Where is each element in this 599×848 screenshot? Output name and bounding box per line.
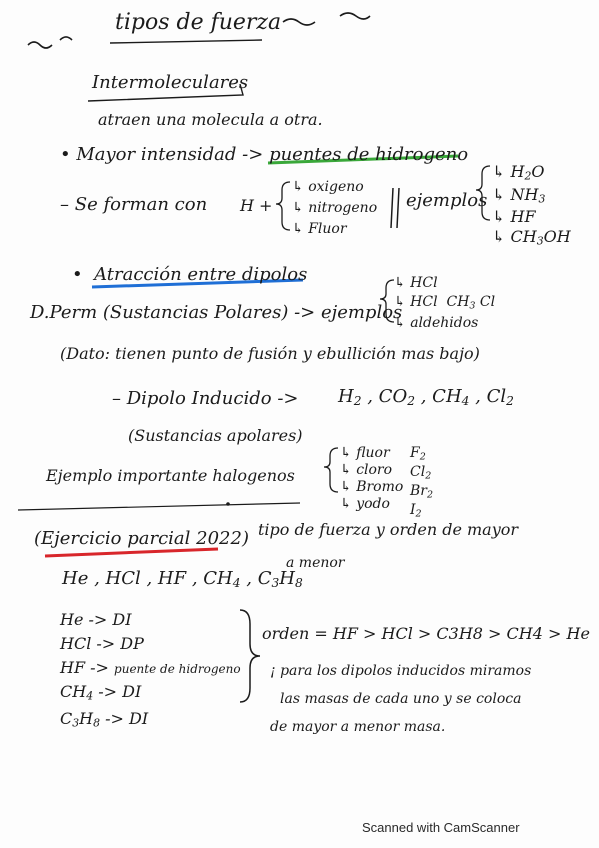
halogen-name: ↳ cloro [340,462,393,478]
example-item: ↳ $CH_3OH$ [492,227,571,248]
atom-item: ↳ nitrogeno [292,200,378,216]
answer-row: HCl -> DP [60,634,144,653]
formation-text: Se forman con [74,194,208,215]
atoms-list [292,180,377,236]
halogen-name: ↳ yodo [340,496,390,512]
atom-item: ↳ oxigeno [292,179,364,195]
bullet-1 [60,146,468,164]
answers-brace [240,610,260,702]
bullet-1-highlight: puentes de hidrogeno [269,144,469,165]
answers-list [60,612,241,729]
answer-row: $CH_4$ -> DI [60,682,142,703]
example-item: ↳ HF [492,207,536,227]
examples-label: ejemplos [406,190,488,211]
exercise-instruction-2: a menor [286,555,345,571]
exercise-title: (Ejercicio parcial 2022) [34,528,249,549]
dperm-examples [394,276,495,330]
exercise-compounds: He , HCl , HF , $CH_4$ , $C_3H_8$ [62,568,303,591]
halogen-name: ↳ Bromo [340,479,404,495]
example-item: ↳ $NH_3$ [492,184,546,206]
induced-formulas: $H_2$ , $CO_2$ , $CH_4$ , $Cl_2$ [338,386,514,409]
answer-row: He -> DI [60,610,132,629]
camscanner-footer: Scanned with CamScanner [362,820,520,835]
page-separator [18,503,300,510]
bullet-2: • Atracción entre dipolos [72,264,308,285]
halogens-label: Ejemplo importante halogenos [46,466,295,485]
answer-row: HF -> puente de hidrogeno [60,658,241,677]
halogen-formula: $Cl_2$ [410,463,432,482]
example-item: ↳ $H_2O$ [492,162,545,183]
dperm-text: D.Perm (Sustancias Polares) -> ejemplos [30,302,403,323]
explanation [270,664,531,734]
halogen-formula: $Br_2$ [410,482,434,501]
red-underline [45,549,218,556]
halogens-brace [324,448,338,492]
halogen-name: ↳ fluor [340,445,390,461]
halogens-formulas [410,446,433,519]
dato-note: (Dato: tienen punto de fusión y ebullición mas bajo) [60,344,480,363]
dperm-example: ↳ HCl $CH_3$ Cl [394,294,496,312]
examples-list [492,164,571,248]
atom-item: ↳ Fluor [292,221,347,237]
answer-row: $C_3H_8$ -> DI [60,708,149,730]
section-heading: Intermoleculares [92,72,249,93]
definition-text: atraen una molecula a otra. [98,110,323,129]
explanation-line: ¡ para los dipolos inducidos miramos [270,663,532,679]
separator-bars [391,188,399,228]
halogens-names [340,446,403,511]
title-squiggle-right [283,13,370,25]
explanation-line: las masas de cada uno y se coloca [280,691,522,707]
title-underline [110,40,262,43]
dperm-example: ↳ aldehidos [394,314,479,331]
order-result: orden = HF > HCl > C3H8 > CH4 > He [262,624,590,643]
explanation-line: de mayor a menor masa. [270,719,446,735]
dperm-example: ↳ HCl [394,275,438,291]
formation-line: – Se forman con [60,194,208,215]
h-plus: H + [240,196,273,215]
induced-label: – Dipolo Inducido -> [112,388,299,409]
exercise-instruction-1: tipo de fuerza y orden de mayor [258,520,519,539]
separator-dot [226,502,230,506]
bullet-2-text: Atracción entre dipolos [94,264,308,285]
page-title: tipos de fuerza [115,10,282,35]
induced-note: (Sustancias apolares) [128,426,303,445]
halogen-formula: $I_2$ [410,501,422,520]
title-squiggle-left [28,37,72,48]
bullet-dot: • [60,144,77,165]
halogen-formula: $F_2$ [410,445,426,463]
atoms-brace [276,182,290,230]
bullet-1-prefix: Mayor intensidad -> [76,144,264,165]
